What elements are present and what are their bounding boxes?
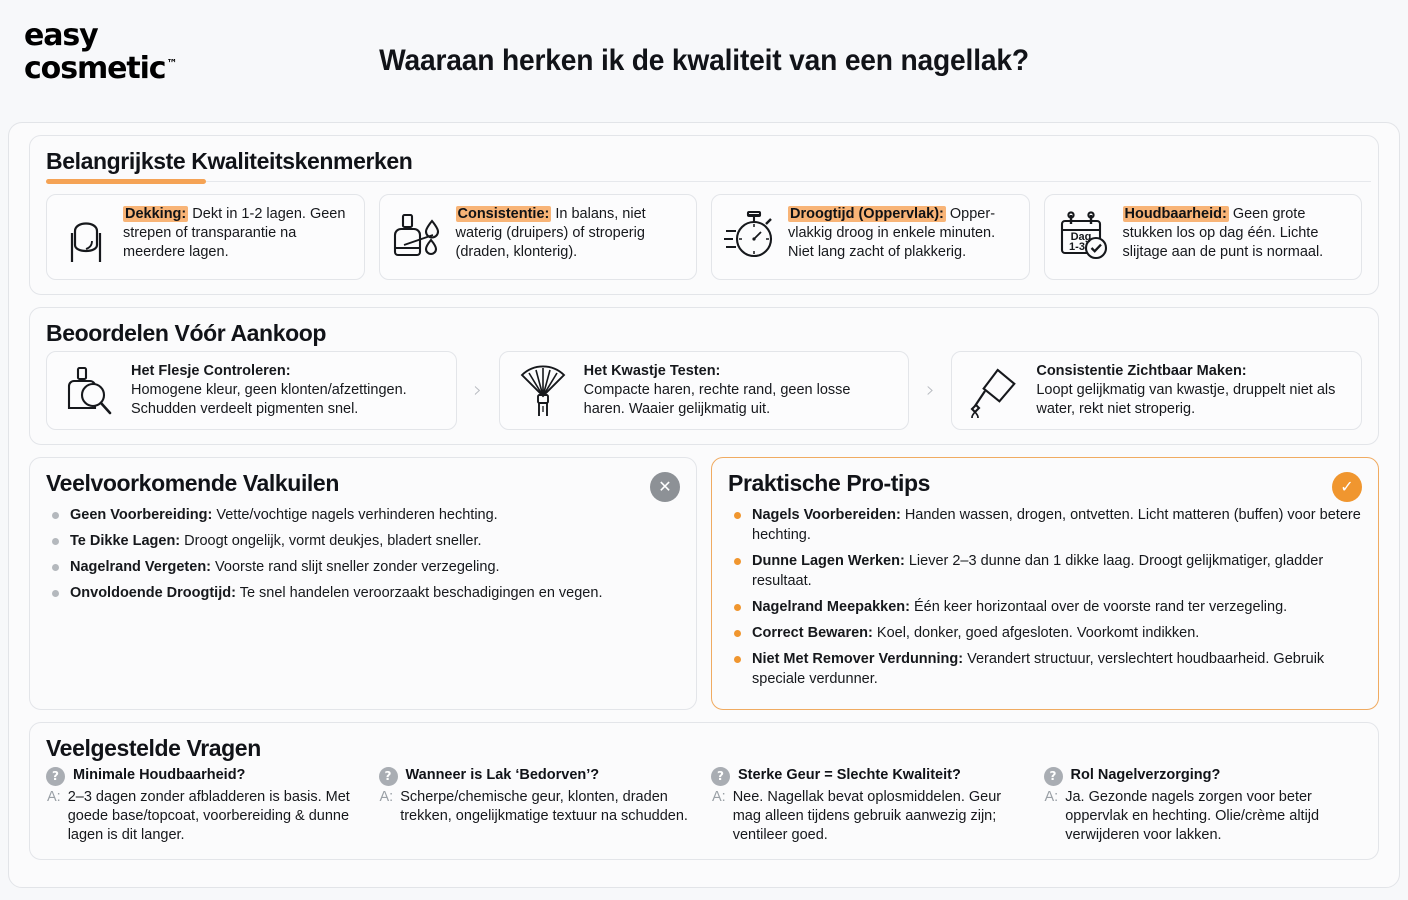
section-faq: [29, 722, 1379, 860]
accent-rule: [46, 179, 206, 184]
brand-logo-line2: cosmetic: [24, 51, 166, 86]
pitfall-label: Geen Voorbereiding:: [70, 507, 213, 523]
faq-answer: Nee. Nagellak bevat oplosmiddelen. Geur mag alleen tijdens gebruik aanwezig zijn; ventileer goed.: [732, 789, 1002, 843]
evaluate-step-label: Het Flesje Controleren:: [131, 363, 291, 379]
pitfall-label: Onvoldoende Droogtijd:: [70, 585, 236, 601]
close-icon[interactable]: ✕: [650, 472, 680, 502]
protip-label: Niet Met Remover Verdunning:: [752, 651, 964, 667]
pitfalls-title: Veelvoorkomende Valkuilen: [46, 470, 339, 496]
protip-label: Correct Bewaren:: [752, 625, 873, 641]
evaluate-step-text: [584, 362, 895, 419]
calendar-day-label: Dag: [1070, 231, 1091, 243]
list-item: [728, 623, 1362, 643]
list-item: [728, 649, 1362, 689]
quality-card-body: Dekt in 1-2 lagen. Geen strepen of transparantie na meerdere lagen.: [123, 206, 346, 260]
evaluate-step-body: Compacte haren, rechte rand, geen losse haren. Waaier gelijkmatig uit.: [583, 382, 851, 417]
section-evaluate-before-purchase: [29, 307, 1379, 445]
faq-item: [46, 766, 365, 845]
chevron-right-icon: ›: [925, 377, 935, 403]
list-item: [728, 505, 1362, 545]
quality-card: [711, 194, 1030, 280]
protip-label: Nagelrand Meepakken:: [752, 599, 910, 615]
quality-section-title: Belangrijkste Kwaliteitskenmerken: [46, 148, 413, 174]
list-item: [46, 583, 680, 603]
faq-answer-row: [711, 788, 1030, 845]
list-item: [46, 531, 680, 551]
calendar-day-range: 1-3: [1068, 241, 1085, 253]
pitfalls-list: [46, 505, 680, 603]
pitfall-label: Te Dikke Lagen:: [70, 533, 181, 549]
faq-question-row: [1044, 766, 1363, 786]
faq-question-row: [711, 766, 1030, 786]
answer-prefix: A:: [47, 789, 61, 805]
faq-item: [711, 766, 1030, 845]
check-icon[interactable]: ✓: [1332, 472, 1362, 502]
question-mark-icon: ?: [711, 767, 730, 786]
calendar-check-icon: [1057, 205, 1113, 263]
faq-answer: Scherpe/chemische geur, klonten, draden trekken, ongelijkmatige textuur na schudden.: [400, 789, 688, 824]
quality-card: [1044, 194, 1363, 280]
protip-text: Handen wassen, drogen, ontvetten. Licht matteren (buffen) voor betere hechting.: [752, 507, 1361, 543]
evaluate-step-row: [46, 351, 1362, 430]
faq-item: [1044, 766, 1363, 845]
faq-answer: Ja. Gezonde nagels zorgen voor beter oppervlak en hechting. Olie/crème altijd verwijderen voor lakken.: [1065, 789, 1320, 843]
quality-card-label: Houdbaarheid:: [1124, 206, 1227, 222]
faq-question: Sterke Geur = Slechte Kwaliteit?: [738, 767, 961, 783]
quality-card: [379, 194, 698, 280]
quality-card-body: Opper-vlakkig droog in enkele minuten. Niet lang zacht of plakkerig.: [788, 206, 996, 260]
polish-bottle-drops-icon: [392, 205, 446, 265]
question-mark-icon: ?: [46, 767, 65, 786]
quality-card-text: [123, 205, 352, 262]
faq-question: Wanneer is Lak ‘Bedorven’?: [405, 767, 600, 783]
quality-card-row: [46, 194, 1362, 280]
brush-fan-icon: [514, 364, 572, 418]
quality-card-body: In balans, niet waterig (druipers) of stroperig (draden, klonterig).: [455, 206, 646, 260]
quality-card-body: Geen grote stukken los op dag één. Lichte slijtage aan de punt is normaal.: [1122, 206, 1324, 260]
pitfall-text: Droogt ongelijk, vormt deukjes, bladert sneller.: [180, 533, 482, 549]
faq-answer: 2–3 dagen zonder afbladderen is basis. Met goede base/topcoat, voorbereiding & dunne lagen is dit langer.: [67, 789, 350, 843]
panel-pitfalls: [29, 457, 697, 710]
quality-card-label: Droogtijd (Oppervlak):: [790, 206, 944, 222]
protip-text: Koel, donker, goed afgesloten. Voorkomt indikken.: [872, 625, 1200, 641]
faq-question-row: [379, 766, 698, 786]
quality-card-label: Consistentie:: [457, 206, 550, 222]
page-title: Waaraan herken ik de kwaliteit van een nagellak?: [379, 44, 1029, 77]
answer-prefix: A:: [1044, 789, 1059, 805]
stopwatch-icon: [724, 205, 778, 263]
fingernail-icon: [59, 205, 113, 265]
trademark-symbol: ™: [166, 57, 178, 70]
answer-prefix: A:: [379, 789, 394, 805]
chevron-right-icon: ›: [473, 377, 483, 403]
protip-text: Één keer horizontaal over de voorste rand ter verzegeling.: [909, 599, 1288, 615]
list-item: [46, 505, 680, 525]
pitfall-label: Nagelrand Vergeten:: [70, 559, 212, 575]
protips-list: [728, 505, 1362, 689]
evaluate-step: [951, 351, 1362, 430]
faq-answer-row: [379, 788, 698, 826]
list-item: [728, 551, 1362, 591]
evaluate-step-body: Loopt gelijkmatig van kwastje, druppelt niet als water, rekt niet stroperig.: [1036, 382, 1336, 417]
faq-answer-row: [1044, 788, 1363, 845]
faq-title: Veelgestelde Vragen: [46, 735, 261, 761]
evaluate-step-text: [1036, 362, 1347, 419]
evaluate-section-title: Beoordelen Vóór Aankoop: [46, 320, 327, 346]
faq-item: [379, 766, 698, 845]
brand-logo-line1: easy: [24, 18, 98, 53]
pitfall-text: Vette/vochtige nagels verhinderen hechting.: [212, 507, 498, 523]
protip-label: Dunne Lagen Werken:: [752, 553, 905, 569]
brush-drip-icon: [966, 364, 1024, 418]
evaluate-step-label: Het Kwastje Testen:: [583, 363, 721, 379]
evaluate-step-body: Homogene kleur, geen klonten/afzettingen. Schudden verdeelt pigmenten snel.: [131, 382, 407, 417]
pitfall-text: Te snel handelen veroorzaakt beschadigingen en vegen.: [235, 585, 603, 601]
faq-row: [46, 766, 1362, 845]
quality-card: [46, 194, 365, 280]
question-mark-icon: ?: [1044, 767, 1063, 786]
pitfall-text: Voorste rand slijt sneller zonder verzegeling.: [211, 559, 500, 575]
list-item: [728, 597, 1362, 617]
evaluate-step-text: [131, 362, 442, 419]
faq-question-row: [46, 766, 365, 786]
protip-text: Verandert structuur, verslechtert houdbaarheid. Gebruik speciale verdunner.: [752, 651, 1325, 687]
faq-question: Rol Nagelverzorging?: [1070, 767, 1221, 783]
protip-label: Nagels Voorbereiden:: [752, 507, 901, 523]
protips-title: Praktische Pro-tips: [728, 470, 931, 496]
quality-card-text: [1123, 205, 1350, 262]
answer-prefix: A:: [712, 789, 726, 805]
quality-card-text: [788, 205, 1017, 262]
quality-card-text: [456, 205, 685, 262]
bottle-magnifier-icon: [61, 364, 119, 418]
protip-text: Liever 2–3 dunne dan 1 dikke laag. Droogt gelijkmatiger, gladder resultaat.: [752, 553, 1324, 589]
list-item: [46, 557, 680, 577]
evaluate-step: [46, 351, 457, 430]
panel-protips: [711, 457, 1379, 710]
infographic-frame: [8, 122, 1400, 888]
faq-answer-row: [46, 788, 365, 845]
quality-card-label: Dekking:: [125, 206, 187, 222]
pitfalls-protips-band: [29, 457, 1379, 710]
section-quality-features: [29, 135, 1379, 295]
question-mark-icon: ?: [379, 767, 398, 786]
faq-question: Minimale Houdbaarheid?: [73, 767, 246, 783]
evaluate-step-label: Consistentie Zichtbaar Maken:: [1036, 363, 1247, 379]
page-header: [0, 0, 1408, 112]
evaluate-step: [499, 351, 910, 430]
